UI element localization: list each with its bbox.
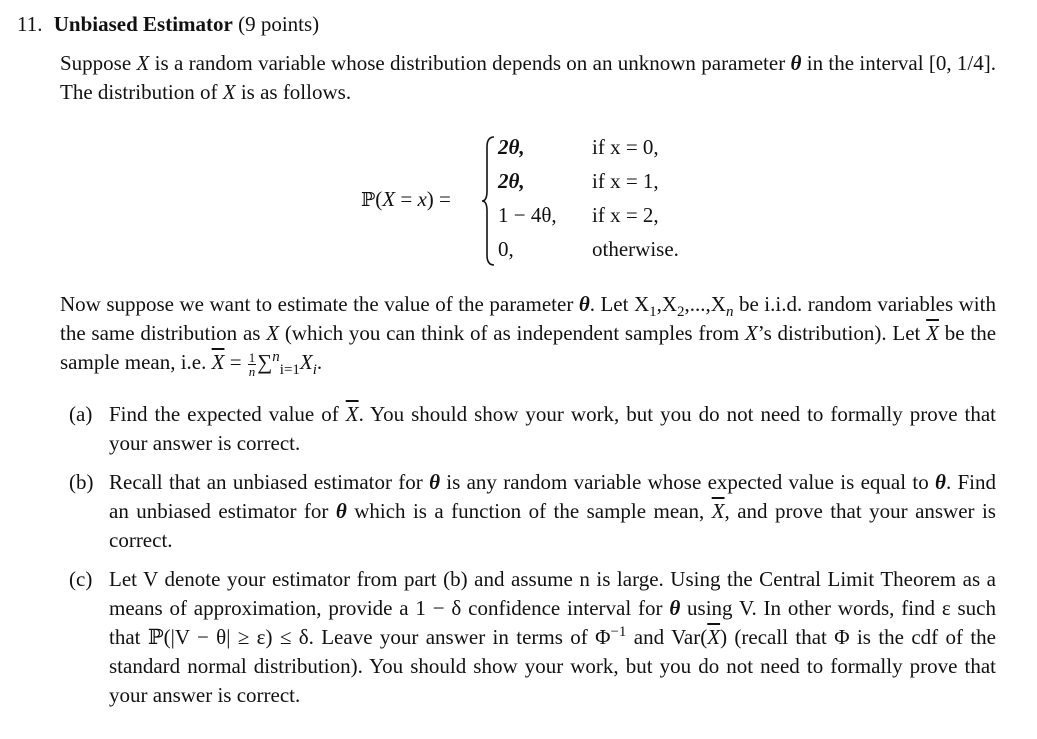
problem-number: 11. [17,12,43,36]
sub-question-c [69,565,996,710]
equals: = [395,187,418,211]
fraction-denominator: n [248,363,256,379]
sample-mean-symbol: $\overline{X}$ [345,402,359,426]
text: = [224,350,247,374]
case-condition: if x = 0, [592,134,659,159]
superscript: −1 [610,624,627,640]
text: is any random variable whose expected value is equal to [439,470,936,494]
text: ) (recall that Φ is the cdf of the standard normal distribution). You should show your work, but you do not need to formally prove that your answer is correct. [109,625,997,707]
sample-mean-symbol: $\overline{X}$ [211,350,225,374]
text: ,X [656,292,678,316]
problem-title: Unbiased Estimator [53,12,233,36]
sample-mean-symbol: $\overline{X}$ [707,625,721,649]
text: . [316,350,323,374]
text: be the sample mean, i.e. [60,321,997,374]
sub-question-b [69,468,996,555]
item-label: (c) [69,567,93,591]
subscript: i=1 [279,362,300,379]
var-x: X [136,51,150,75]
text: Find the expected value of [109,402,346,426]
item-label: (b) [69,470,94,494]
subscript: 2 [677,304,685,321]
text: , and prove that your answer is correct. [109,499,996,552]
var-x: X [744,321,758,345]
problem-heading [17,10,319,39]
var-x: X [382,187,396,211]
subscript: i [312,362,317,379]
case-value: 1 − 4θ, [498,202,557,227]
theta-symbol: θ [669,596,681,620]
subscript: n [725,304,734,321]
case-value: 0, [498,236,514,261]
text: Let V denote your estimator from part (b) and assume n is large. Using the Central Limit Theorem as a means of approximation, provide a 1 − δ confidence interval for [109,567,996,620]
case-condition: otherwise. [592,236,679,261]
theta-symbol: θ [578,292,590,316]
prob-symbol: ℙ [361,189,376,211]
text: . Find an unbiased estimator for [109,470,997,523]
sample-mean-symbol: $\overline{X}$ [711,499,725,523]
case-row [498,130,679,164]
intro-text-4: is as follows. [235,80,352,104]
text: using V. In other words, find ε such that ℙ(|V − θ| ≥ ε) ≤ δ. Leave your answer in terms of Φ [109,596,996,649]
text: and Var( [626,625,708,649]
item-label: (a) [69,402,93,426]
theta-symbol: θ [790,51,802,75]
case-value: 2θ, [498,168,525,193]
pmf-lhs [361,185,451,215]
fraction-numerator: 1 [248,349,256,365]
subscript: 1 [649,304,657,321]
var-x: X [266,321,280,345]
case-value: 2θ, [498,134,525,159]
var-x: X [222,80,236,104]
sample-mean-symbol: $\overline{X}$ [926,321,939,345]
paren: ( [375,187,383,211]
text: Recall that an unbiased estimator for [109,470,430,494]
sub-questions [69,400,996,720]
text: . Let X [589,292,650,316]
theta-symbol: θ [935,470,946,494]
problem-points: (9 points) [238,12,320,36]
text: ’s distribution). Let [757,321,927,345]
sum-symbol: ∑ [257,350,273,374]
item-text [109,565,996,710]
intro-text-1: Suppose [60,51,137,75]
paren-equals: ) = [426,187,451,211]
text: which is a function of the sample mean, [346,499,712,523]
theta-symbol: θ [335,499,347,523]
case-row [498,164,679,198]
intro-text-3: in the interval [0, 1/4]. The distribution of [60,51,996,104]
sub-question-a [69,400,996,458]
text: ,...,X [684,292,726,316]
item-text [109,468,996,555]
case-condition: if x = 2, [592,202,659,227]
intro-text-2: is a random variable whose distribution depends on an unknown parameter [149,51,791,75]
fraction [248,351,257,378]
intro-paragraph [60,49,996,107]
case-row [498,198,679,232]
var-lower-x: x [417,187,427,211]
estimation-paragraph [60,290,996,378]
case-row [498,232,679,266]
theta-symbol: θ [429,470,440,494]
case-condition: if x = 1, [592,168,659,193]
text: . You should show your work, but you do not need to formally prove that your answer is correct. [109,402,996,455]
text: (which you can think of as independent samples from [279,321,745,345]
item-text [109,400,996,458]
text: X [299,350,313,374]
text: Now suppose we want to estimate the value of the parameter [60,292,579,316]
text: be i.i.d. random variables with the same distribution as [60,292,996,345]
left-brace-icon [480,135,496,267]
superscript: n [272,349,280,365]
pmf-cases [498,130,679,266]
pmf-display [0,130,1037,272]
